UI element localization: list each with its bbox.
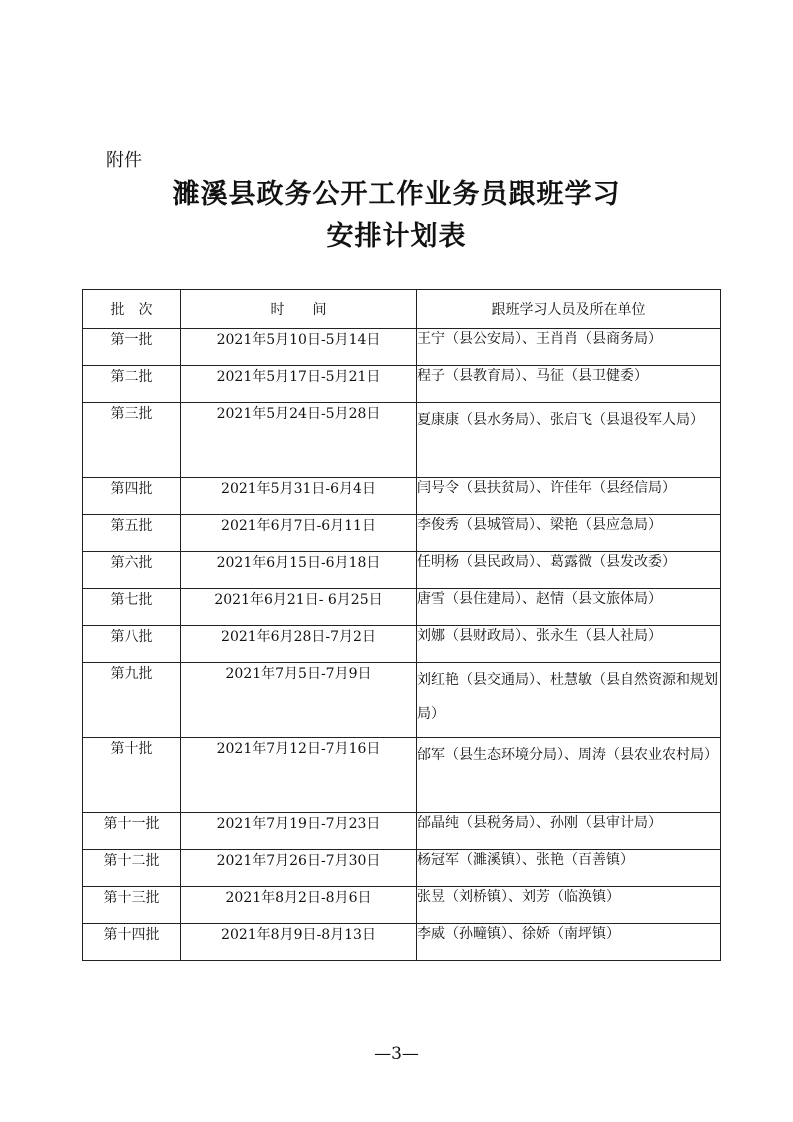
- people-cell: 李俊秀（县城管局）、梁艳（县应急局）: [417, 515, 721, 552]
- table-row: [83, 366, 721, 403]
- batch-cell: 第十二批: [83, 850, 181, 887]
- table-row: [83, 663, 721, 738]
- table-row: [83, 738, 721, 813]
- date-cell: 2021年7月26日-7月30日: [181, 850, 417, 887]
- batch-cell: 第十批: [83, 738, 181, 813]
- table-row: [83, 552, 721, 589]
- batch-cell: 第一批: [83, 329, 181, 366]
- attachment-label: 附件: [106, 150, 142, 171]
- batch-cell: 第九批: [83, 663, 181, 738]
- people-cell: 杨冠军（濉溪镇）、张艳（百善镇）: [417, 850, 721, 887]
- date-cell: 2021年7月5日-7月9日: [181, 663, 417, 738]
- date-cell: 2021年8月9日-8月13日: [181, 924, 417, 961]
- batch-cell: 第十四批: [83, 924, 181, 961]
- people-cell: 程子（县教育局）、马征（县卫健委）: [417, 366, 721, 403]
- date-cell: 2021年5月31日-6月4日: [181, 478, 417, 515]
- people-cell: 唐雪（县住建局）、赵情（县文旅体局）: [417, 589, 721, 626]
- batch-cell: 第十三批: [83, 887, 181, 924]
- people-cell: 夏康康（县水务局）、张启飞（县退役军人局）: [417, 403, 721, 478]
- batch-cell: 第六批: [83, 552, 181, 589]
- page-subtitle: 安排计划表: [326, 221, 467, 252]
- people-cell: 邰军（县生态环境分局）、周涛（县农业农村局）: [417, 738, 721, 813]
- table-row: [83, 813, 721, 850]
- table-row: [83, 329, 721, 366]
- date-cell: 2021年7月12日-7月16日: [181, 738, 417, 813]
- table-row: [83, 626, 721, 663]
- table-row: [83, 515, 721, 552]
- header-people: 跟班学习人员及所在单位: [417, 290, 721, 329]
- batch-cell: 第二批: [83, 366, 181, 403]
- date-cell: 2021年5月10日-5月14日: [181, 329, 417, 366]
- schedule-table: [82, 289, 721, 961]
- batch-cell: 第三批: [83, 403, 181, 478]
- page-number: —3—: [374, 1044, 419, 1064]
- table-row: [83, 478, 721, 515]
- people-cell: 任明杨（县民政局）、葛露微（县发改委）: [417, 552, 721, 589]
- batch-cell: 第四批: [83, 478, 181, 515]
- batch-cell: 第五批: [83, 515, 181, 552]
- table-row: [83, 924, 721, 961]
- people-cell: 邰晶纯（县税务局）、孙刚（县审计局）: [417, 813, 721, 850]
- date-cell: 2021年7月19日-7月23日: [181, 813, 417, 850]
- people-cell: 刘红艳（县交通局）、杜慧敏（县自然资源和规划局）: [417, 663, 721, 738]
- batch-cell: 第七批: [83, 589, 181, 626]
- date-cell: 2021年6月7日-6月11日: [181, 515, 417, 552]
- people-cell: 王宁（县公安局）、王肖肖（县商务局）: [417, 329, 721, 366]
- table-row: [83, 589, 721, 626]
- header-batch: 批 次: [83, 290, 181, 329]
- table-body: [83, 329, 721, 961]
- batch-cell: 第八批: [83, 626, 181, 663]
- date-cell: 2021年8月2日-8月6日: [181, 887, 417, 924]
- date-cell: 2021年6月21日- 6月25日: [181, 589, 417, 626]
- people-cell: 张昱（刘桥镇）、刘芳（临涣镇）: [417, 887, 721, 924]
- batch-cell: 第十一批: [83, 813, 181, 850]
- people-cell: 李威（孙疃镇）、徐娇（南坪镇）: [417, 924, 721, 961]
- page-title: 濉溪县政务公开工作业务员跟班学习: [172, 179, 621, 210]
- date-cell: 2021年5月17日-5月21日: [181, 366, 417, 403]
- table-header: [83, 290, 721, 329]
- date-cell: 2021年6月15日-6月18日: [181, 552, 417, 589]
- header-row: [83, 290, 721, 329]
- date-cell: 2021年6月28日-7月2日: [181, 626, 417, 663]
- table-row: [83, 887, 721, 924]
- table-row: [83, 850, 721, 887]
- header-time: 时 间: [181, 290, 417, 329]
- people-cell: 刘娜（县财政局）、张永生（县人社局）: [417, 626, 721, 663]
- date-cell: 2021年5月24日-5月28日: [181, 403, 417, 478]
- people-cell: 闫号令（县扶贫局）、许佳年（县经信局）: [417, 478, 721, 515]
- table-row: [83, 403, 721, 478]
